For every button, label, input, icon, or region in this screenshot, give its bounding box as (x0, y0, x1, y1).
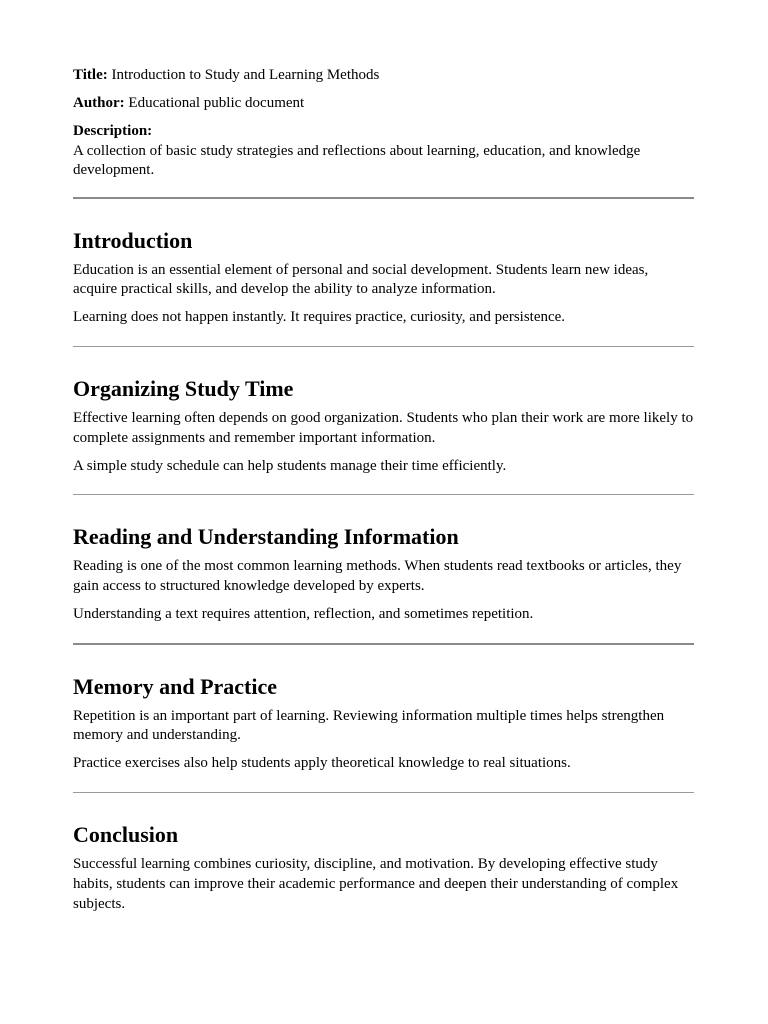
section-paragraph: Successful learning combines curiosity, discipline, and motivation. By developing effective study habits, students can improve their academic performance and deepen their understanding of complex subjects. (73, 856, 679, 912)
section-conclusion (73, 821, 694, 914)
description-row (73, 122, 694, 181)
section-memory-and-practice (73, 673, 694, 774)
section-heading: Introduction (73, 227, 193, 253)
description-value: A collection of basic study strategies and reflections about learning, education, and knowledge development. (73, 142, 641, 178)
description-label: Description: (73, 123, 153, 139)
title-label: Title: (73, 67, 108, 83)
document-metadata (73, 66, 694, 181)
section-divider (73, 792, 694, 793)
author-value: Educational public document (124, 95, 305, 111)
section-heading: Conclusion (73, 822, 179, 848)
section-heading: Reading and Understanding Information (73, 524, 459, 550)
section-paragraph: Practice exercises also help students apply theoretical knowledge to real situations. (73, 755, 571, 772)
section-paragraph: Understanding a text requires attention, reflection, and sometimes repetition. (73, 606, 534, 623)
section-paragraph: Learning does not happen instantly. It requires practice, curiosity, and persistence. (73, 309, 566, 326)
section-organizing-study-time (73, 375, 694, 476)
author-row (73, 94, 694, 114)
section-heading: Organizing Study Time (73, 375, 294, 401)
title-value: Introduction to Study and Learning Methods (107, 67, 380, 83)
section-paragraph: Reading is one of the most common learning methods. When students read textbooks or articles, they gain access to structured knowledge developed by experts. (73, 558, 682, 595)
section-reading-and-understanding (73, 523, 694, 624)
section-paragraph: Repetition is an important part of learning. Reviewing information multiple times helps strengthen memory and understanding. (73, 707, 665, 744)
title-row (73, 66, 694, 86)
section-paragraph: A simple study schedule can help students manage their time efficiently. (73, 457, 507, 474)
section-divider (73, 346, 694, 347)
section-introduction (73, 227, 694, 328)
section-paragraph: Effective learning often depends on good organization. Students who plan their work are more likely to complete assignments and remember important information. (73, 409, 694, 446)
section-heading: Memory and Practice (73, 673, 278, 699)
section-divider (73, 643, 694, 645)
metadata-divider (73, 197, 694, 199)
author-label: Author: (73, 95, 125, 111)
section-divider (73, 494, 694, 495)
section-paragraph: Education is an essential element of personal and social development. Students learn new ideas, acquire practical skills, and develop the ability to analyze information. (73, 261, 649, 298)
